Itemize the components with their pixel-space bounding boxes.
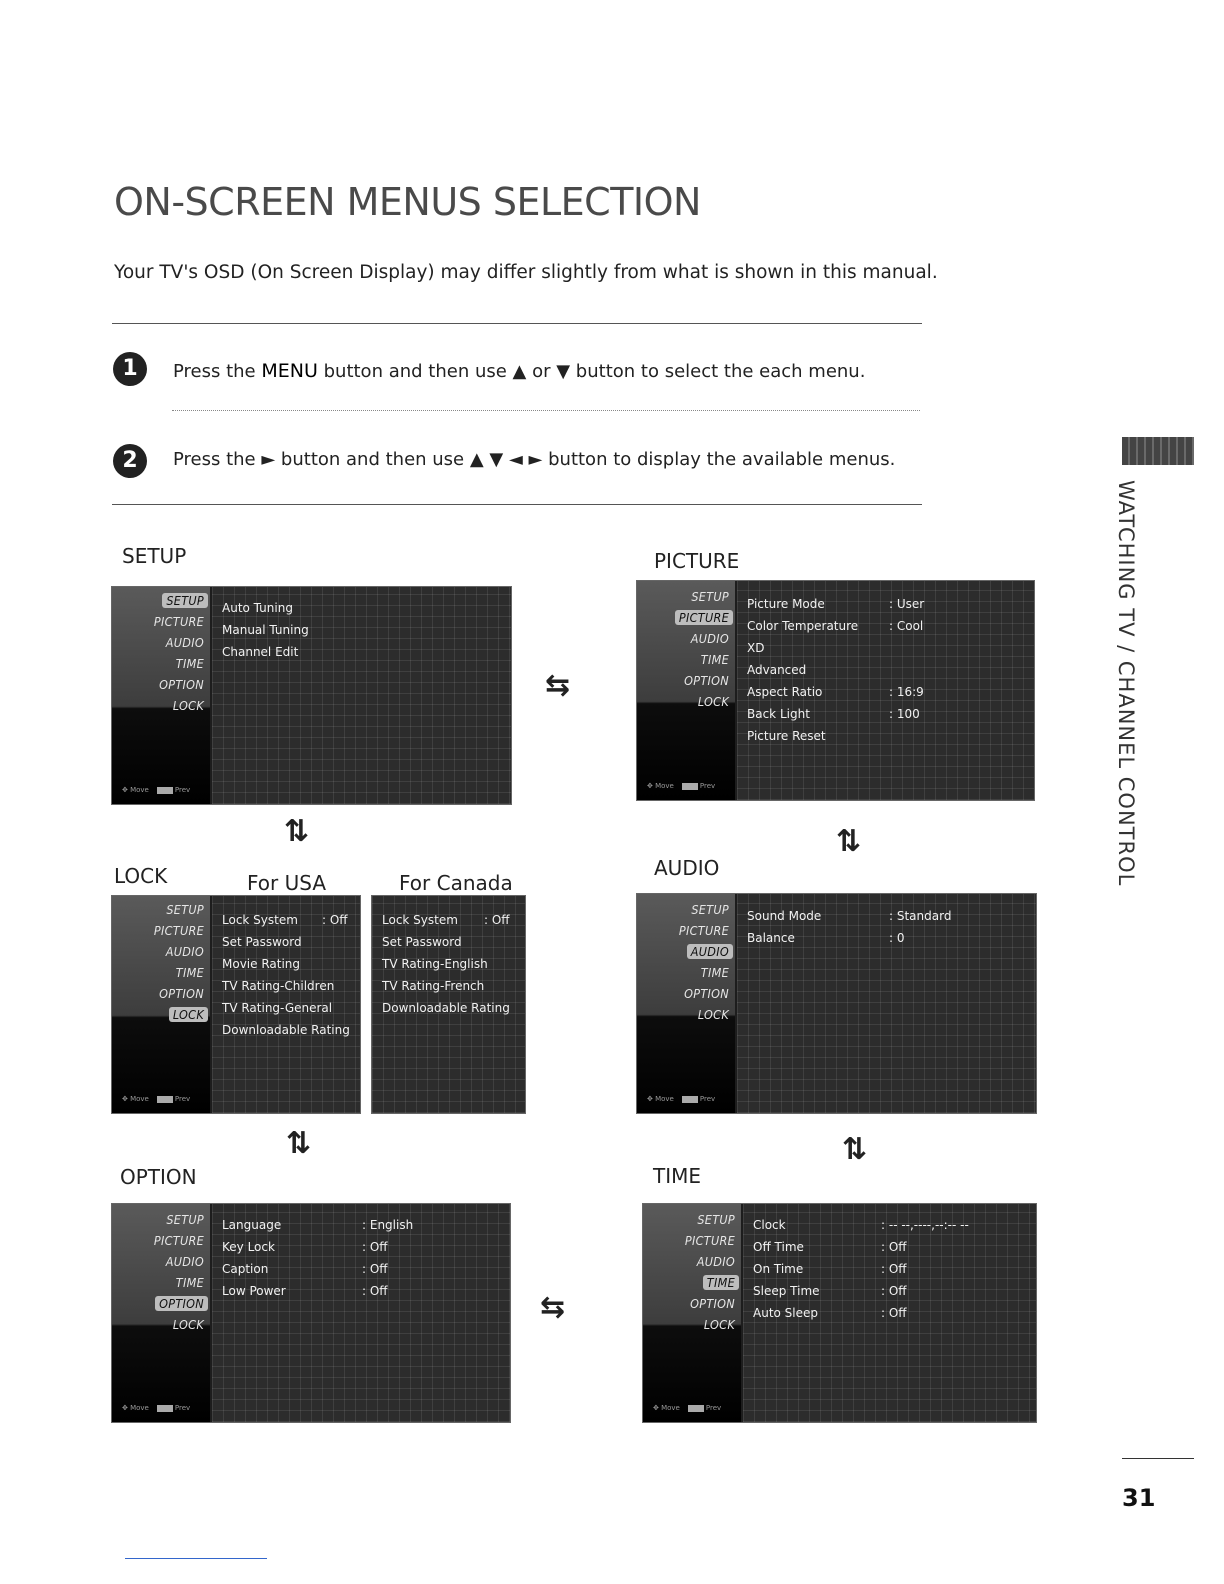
osd-menu-value: : Off xyxy=(484,913,510,927)
osd-footer xyxy=(653,1404,721,1412)
up-down-arrows-icon: ⇅ xyxy=(284,814,310,849)
osd-menu-pane xyxy=(372,896,525,1113)
osd-nav-item-setup: SETUP xyxy=(162,593,208,608)
osd-menu-row: Off Time xyxy=(753,1240,804,1254)
back-key-icon xyxy=(157,1096,173,1103)
back-key-icon xyxy=(157,1405,173,1412)
osd-menu-row: Downloadable Rating xyxy=(222,1023,350,1037)
osd-menu-value: : Off xyxy=(362,1284,388,1298)
osd-menu-value: : 100 xyxy=(889,707,920,721)
osd-nav-item-picture: PICTURE xyxy=(678,923,729,938)
osd-nav-item-setup: SETUP xyxy=(691,589,729,604)
osd-lock-usa-screen xyxy=(111,895,361,1114)
osd-menu-row: Balance xyxy=(747,931,795,945)
osd-menu-value: : Standard xyxy=(889,909,952,923)
osd-picture-screen xyxy=(636,580,1035,801)
osd-menu-row: Lock System xyxy=(222,913,298,927)
osd-menu-row: Language xyxy=(222,1218,282,1232)
for-usa-label: For USA xyxy=(247,871,326,895)
osd-nav-sidebar xyxy=(112,896,210,1113)
osd-menu-row: Manual Tuning xyxy=(222,623,309,637)
osd-footer-prev: Prev xyxy=(705,1404,722,1412)
section-title-vertical: WATCHING TV / CHANNEL CONTROL xyxy=(1114,480,1138,887)
osd-nav-item-option: OPTION xyxy=(159,677,204,692)
osd-menu-row: TV Rating-English xyxy=(382,957,488,971)
up-down-arrows-icon: ⇅ xyxy=(842,1132,868,1167)
osd-footer-prev: Prev xyxy=(699,1095,716,1103)
osd-footer-move: ✥ Move xyxy=(122,786,149,794)
back-key-icon xyxy=(682,783,698,790)
osd-menu-row: Picture Mode xyxy=(747,597,825,611)
osd-footer xyxy=(647,782,715,790)
osd-footer-move: ✥ Move xyxy=(122,1404,149,1412)
osd-nav-item-picture: PICTURE xyxy=(153,1233,204,1248)
osd-menu-row: TV Rating-General xyxy=(222,1001,333,1015)
osd-menu-row: Caption xyxy=(222,1262,269,1276)
osd-menu-row: Auto Tuning xyxy=(222,601,293,615)
osd-menu-row: Set Password xyxy=(222,935,302,949)
osd-footer-move: ✥ Move xyxy=(647,782,674,790)
osd-nav-item-lock: LOCK xyxy=(172,698,204,713)
osd-nav-item-setup: SETUP xyxy=(697,1212,735,1227)
osd-nav-item-picture: PICTURE xyxy=(675,610,733,625)
osd-nav-item-picture: PICTURE xyxy=(153,923,204,938)
osd-nav-item-time: TIME xyxy=(703,1275,739,1290)
page-number-rule xyxy=(1122,1458,1194,1459)
osd-menu-value: : Off xyxy=(362,1240,388,1254)
step-1-bold: MENU xyxy=(261,360,318,382)
section-tab-marker xyxy=(1122,437,1194,465)
osd-nav-item-option: OPTION xyxy=(684,673,729,688)
osd-menu-value: : User xyxy=(889,597,925,611)
osd-menu-value: : Off xyxy=(362,1262,388,1276)
osd-menu-row: Back Light xyxy=(747,707,810,721)
osd-nav-item-lock: LOCK xyxy=(172,1317,204,1332)
osd-nav-item-time: TIME xyxy=(175,965,204,980)
osd-menu-value: : English xyxy=(362,1218,414,1232)
page-title: ON-SCREEN MENUS SELECTION xyxy=(114,180,701,224)
osd-nav-sidebar xyxy=(112,1204,210,1422)
osd-nav-item-time: TIME xyxy=(700,652,729,667)
osd-nav-item-time: TIME xyxy=(175,656,204,671)
osd-nav-item-setup: SETUP xyxy=(166,902,204,917)
osd-setup-screen xyxy=(111,586,512,805)
osd-footer-prev: Prev xyxy=(699,782,716,790)
osd-nav-item-time: TIME xyxy=(700,965,729,980)
osd-menu-row: XD xyxy=(747,641,765,655)
osd-nav-item-setup: SETUP xyxy=(691,902,729,917)
osd-footer-prev: Prev xyxy=(174,1095,191,1103)
osd-nav-sidebar xyxy=(112,587,210,804)
osd-footer-move: ✥ Move xyxy=(122,1095,149,1103)
osd-nav-item-audio: AUDIO xyxy=(687,944,733,959)
osd-nav-item-audio: AUDIO xyxy=(165,1254,204,1269)
osd-nav-item-lock: LOCK xyxy=(697,1007,729,1022)
osd-menu-row: Picture Reset xyxy=(747,729,826,743)
up-down-arrows-icon: ⇅ xyxy=(286,1126,312,1161)
footer-line xyxy=(125,1558,267,1559)
osd-menu-row: Sound Mode xyxy=(747,909,822,923)
osd-audio-screen xyxy=(636,893,1037,1114)
osd-menu-row: Advanced xyxy=(747,663,807,677)
osd-nav-item-audio: AUDIO xyxy=(696,1254,735,1269)
osd-menu-value: : Off xyxy=(881,1240,907,1254)
osd-menu-row: Lock System xyxy=(382,913,458,927)
osd-menu-row: On Time xyxy=(753,1262,804,1276)
osd-footer xyxy=(122,1404,190,1412)
step-1-pre: Press the xyxy=(173,361,262,382)
lock-label: LOCK xyxy=(114,864,168,888)
osd-menu-pane xyxy=(212,587,511,804)
osd-menu-pane xyxy=(737,894,1036,1113)
osd-nav-sidebar xyxy=(643,1204,741,1422)
osd-menu-value: : Off xyxy=(881,1284,907,1298)
osd-menu-row: Low Power xyxy=(222,1284,286,1298)
osd-nav-item-option: OPTION xyxy=(684,986,729,1001)
osd-footer-prev: Prev xyxy=(174,786,191,794)
step-1-text xyxy=(173,360,865,382)
osd-nav-item-option: OPTION xyxy=(155,1296,208,1311)
osd-menu-row: TV Rating-Children xyxy=(222,979,335,993)
osd-menu-value: : 0 xyxy=(889,931,905,945)
osd-menu-pane xyxy=(743,1204,1036,1422)
osd-option-screen xyxy=(111,1203,511,1423)
divider xyxy=(112,504,922,505)
osd-menu-value: : Off xyxy=(881,1306,907,1320)
osd-nav-item-picture: PICTURE xyxy=(153,614,204,629)
osd-nav-item-lock: LOCK xyxy=(169,1007,208,1022)
osd-menu-row: Color Temperature xyxy=(747,619,859,633)
back-key-icon xyxy=(157,787,173,794)
osd-nav-item-lock: LOCK xyxy=(697,694,729,709)
step-1-post: button and then use ▲ or ▼ button to select the each menu. xyxy=(317,361,866,382)
osd-nav-item-audio: AUDIO xyxy=(165,944,204,959)
step-2-text: Press the ► button and then use ▲ ▼ ◄ ► button to display the available menus. xyxy=(173,449,896,470)
osd-footer xyxy=(647,1095,715,1103)
osd-menu-pane xyxy=(212,1204,510,1422)
osd-nav-sidebar xyxy=(637,581,735,800)
osd-menu-row: Set Password xyxy=(382,935,462,949)
osd-footer-move: ✥ Move xyxy=(647,1095,674,1103)
osd-menu-value: : Off xyxy=(322,913,348,927)
osd-footer xyxy=(122,786,190,794)
osd-nav-item-picture: PICTURE xyxy=(684,1233,735,1248)
up-down-arrows-icon: ⇅ xyxy=(836,824,862,859)
for-canada-label: For Canada xyxy=(399,871,513,895)
osd-menu-value: : Cool xyxy=(889,619,924,633)
back-key-icon xyxy=(682,1096,698,1103)
option-label: OPTION xyxy=(120,1165,197,1189)
osd-menu-row: Movie Rating xyxy=(222,957,301,971)
osd-menu-row: TV Rating-French xyxy=(382,979,485,993)
osd-footer-prev: Prev xyxy=(174,1404,191,1412)
back-key-icon xyxy=(688,1405,704,1412)
osd-menu-value: : Off xyxy=(881,1262,907,1276)
osd-footer xyxy=(122,1095,190,1103)
osd-menu-row: Key Lock xyxy=(222,1240,275,1254)
osd-nav-item-audio: AUDIO xyxy=(165,635,204,650)
osd-lock-canada-screen xyxy=(371,895,526,1114)
osd-menu-value: : 16:9 xyxy=(889,685,924,699)
step-1-number: 1 xyxy=(113,352,147,386)
osd-menu-row: Auto Sleep xyxy=(753,1306,819,1320)
osd-menu-row: Channel Edit xyxy=(222,645,299,659)
audio-label: AUDIO xyxy=(654,856,720,880)
osd-menu-row: Clock xyxy=(753,1218,786,1232)
osd-menu-pane xyxy=(737,581,1034,800)
osd-nav-item-time: TIME xyxy=(175,1275,204,1290)
osd-menu-pane xyxy=(212,896,360,1113)
picture-label: PICTURE xyxy=(654,549,740,573)
osd-nav-item-audio: AUDIO xyxy=(690,631,729,646)
osd-nav-item-setup: SETUP xyxy=(166,1212,204,1227)
page-subtitle: Your TV's OSD (On Screen Display) may differ slightly from what is shown in this manual. xyxy=(114,262,938,283)
page-number: 31 xyxy=(1122,1484,1156,1512)
osd-nav-item-lock: LOCK xyxy=(703,1317,735,1332)
osd-menu-value: : -- --,----,--:-- -- xyxy=(881,1218,969,1232)
time-label: TIME xyxy=(653,1164,702,1188)
dotted-divider xyxy=(172,410,920,411)
swap-arrows-icon: ⇆ xyxy=(540,1290,566,1325)
setup-label: SETUP xyxy=(122,544,187,568)
osd-menu-row: Sleep Time xyxy=(753,1284,820,1298)
osd-time-screen xyxy=(642,1203,1037,1423)
osd-nav-item-option: OPTION xyxy=(159,986,204,1001)
osd-footer-move: ✥ Move xyxy=(653,1404,680,1412)
swap-arrows-icon: ⇆ xyxy=(545,668,571,703)
divider xyxy=(112,323,922,324)
osd-nav-item-option: OPTION xyxy=(690,1296,735,1311)
osd-menu-row: Downloadable Rating xyxy=(382,1001,510,1015)
step-2-number: 2 xyxy=(113,444,147,478)
osd-menu-row: Aspect Ratio xyxy=(747,685,823,699)
osd-nav-sidebar xyxy=(637,894,735,1113)
